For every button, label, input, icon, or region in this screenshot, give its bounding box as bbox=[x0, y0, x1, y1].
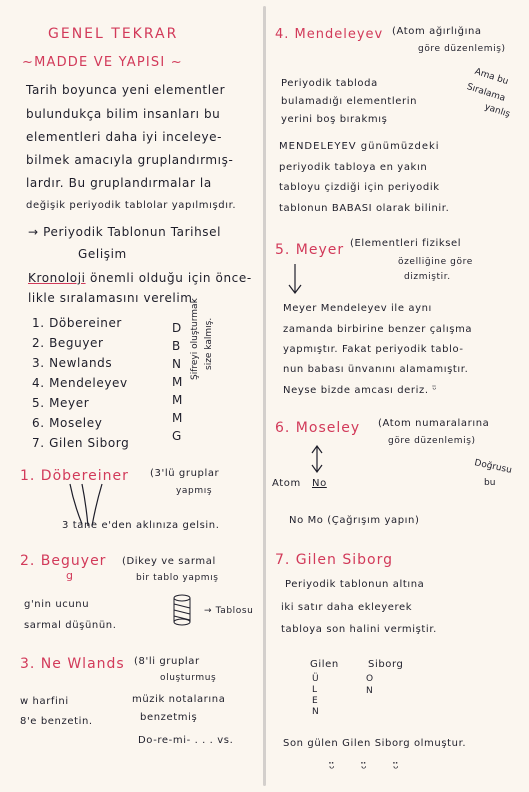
list-letter: M bbox=[172, 393, 183, 407]
intro-line: bulundukça bilim insanları bu bbox=[26, 107, 221, 121]
mendeleyev-note: göre düzenlemiş) bbox=[418, 44, 506, 54]
moseley-side-note: Doğrusu bbox=[473, 458, 513, 476]
intro-line: değişik periyodik tablolar yapılmışdır. bbox=[26, 200, 237, 211]
page-subtitle: ~MADDE VE YAPISI ~ bbox=[22, 55, 183, 70]
beguyer-note: bir tablo yapmış bbox=[136, 573, 219, 583]
list-item: 5. Meyer bbox=[32, 396, 90, 410]
moseley-atom: Atom bbox=[272, 478, 301, 489]
dobereiner-text: 3 tane e'den aklınıza gelsin. bbox=[62, 520, 220, 531]
beguyer-text: g'nin ucunu bbox=[24, 599, 90, 610]
mendeleyev-line: Periyodik tabloda bbox=[281, 78, 378, 89]
beguyer-g: g bbox=[66, 569, 73, 582]
mendeleyev-side-note: Ama bu bbox=[473, 66, 510, 88]
list-item: 2. Beguyer bbox=[32, 336, 104, 350]
smiley-icon: ᵕ̈ bbox=[361, 761, 367, 777]
dobereiner-note: yapmış bbox=[176, 486, 213, 496]
mendeleyev-side-note: yanlış bbox=[483, 102, 512, 120]
siborg-vertical-letter: Ü bbox=[312, 674, 319, 684]
side-note: Şifreyi oluşturmak bbox=[190, 298, 200, 380]
meyer-line: yapmıştır. Fakat periyodik tablo- bbox=[283, 344, 464, 355]
list-letter: D bbox=[172, 321, 182, 335]
side-note: size kalmış. bbox=[204, 317, 214, 370]
siborg-word: Gilen bbox=[310, 659, 339, 670]
list-letter: M bbox=[172, 375, 183, 389]
list-letter: B bbox=[172, 339, 181, 353]
siborg-vertical-letter: L bbox=[312, 685, 318, 695]
siborg-vertical-letter: N bbox=[312, 707, 319, 717]
mendeleyev-line: bulamadığı elementlerin bbox=[281, 96, 418, 107]
page-title: GENEL TEKRAR bbox=[48, 26, 179, 42]
history-heading: → Periyodik Tablonun Tarihsel bbox=[28, 225, 222, 239]
spiral-table-drawing bbox=[172, 594, 192, 626]
column-divider bbox=[263, 6, 266, 786]
list-letter: M bbox=[172, 411, 183, 425]
siborg-line: Periyodik tablonun altına bbox=[285, 579, 425, 590]
mendeleyev-note: (Atom ağırlığına bbox=[392, 26, 482, 37]
list-letter: N bbox=[172, 357, 182, 371]
newlands-note: oluşturmuş bbox=[160, 673, 217, 683]
mendeleyev-line: tablonun BABASI olarak bilinir. bbox=[279, 203, 450, 214]
mendeleyev-caps-line: MENDELEYEV günümüzdeki bbox=[279, 141, 440, 152]
newlands-text: 8'e benzetin. bbox=[20, 716, 93, 727]
moseley-side-note: bu bbox=[484, 478, 496, 488]
siborg-line: tabloya son halini vermiştir. bbox=[281, 624, 437, 635]
beguyer-note: (Dikey ve sarmal bbox=[122, 556, 216, 567]
meyer-note: (Elementleri fiziksel bbox=[350, 238, 462, 249]
beguyer-arrow-note: → Tablosu bbox=[204, 606, 254, 616]
newlands-music: Do-re-mi- . . . vs. bbox=[138, 735, 234, 746]
siborg-vertical-letter: E bbox=[312, 696, 318, 706]
newlands-text: w harfini bbox=[20, 696, 69, 707]
siborg-letter-o: O bbox=[366, 674, 374, 684]
meyer-line: Meyer Mendeleyev ile aynı bbox=[283, 303, 432, 314]
dobereiner-title: 1. Döbereiner bbox=[20, 468, 129, 484]
list-item: 3. Newlands bbox=[32, 356, 113, 370]
beguyer-text: sarmal düşünün. bbox=[24, 620, 117, 631]
intro-line: elementleri daha iyi inceleye- bbox=[26, 130, 223, 144]
newlands-music: benzetmiş bbox=[140, 712, 198, 723]
intro-line: Tarih boyunca yeni elementler bbox=[26, 83, 226, 97]
meyer-line: Neyse bizde amcası deriz. ᵕ̈ bbox=[283, 385, 438, 396]
mendeleyev-line: periyodik tabloya en yakın bbox=[279, 162, 428, 173]
siborg-title: 7. Gilen Siborg bbox=[275, 552, 393, 568]
newlands-music: müzik notalarına bbox=[132, 694, 226, 705]
list-item: 6. Moseley bbox=[32, 416, 103, 430]
kronoloji-rest: önemli olduğu için önce- bbox=[90, 271, 252, 285]
kronoloji-line bbox=[28, 272, 252, 286]
smiley-icon: ᵕ̈ bbox=[393, 761, 399, 777]
meyer-line: zamanda birbirine benzer çalışma bbox=[283, 324, 473, 335]
up-down-arrow-icon bbox=[310, 445, 324, 473]
moseley-title: 6. Moseley bbox=[275, 420, 361, 436]
kronoloji-line-2: likle sıralamasını verelim. bbox=[28, 291, 198, 305]
newlands-note: (8'li gruplar bbox=[134, 656, 200, 667]
history-heading-cont: Gelişim bbox=[78, 247, 127, 261]
list-letter: G bbox=[172, 429, 182, 443]
beguyer-title: 2. Beguyer bbox=[20, 553, 107, 569]
smiley-icon: ᵕ̈ bbox=[329, 761, 335, 777]
moseley-note: göre düzenlemiş) bbox=[388, 436, 476, 446]
moseley-nomo: No Mo (Çağrışım yapın) bbox=[289, 515, 420, 526]
siborg-line: iki satır daha ekleyerek bbox=[281, 602, 413, 613]
intro-line: lardır. Bu gruplandırmalar la bbox=[26, 176, 212, 190]
list-item: 1. Döbereiner bbox=[32, 316, 122, 330]
mendeleyev-line: yerini boş bırakmış bbox=[281, 114, 388, 125]
list-item: 7. Gilen Siborg bbox=[32, 436, 130, 450]
dobereiner-note: (3'lü gruplar bbox=[150, 468, 220, 479]
list-item: 4. Mendeleyev bbox=[32, 376, 128, 390]
siborg-final: Son gülen Gilen Siborg olmuştur. bbox=[283, 738, 467, 749]
mendeleyev-side-note: Sıralama bbox=[465, 82, 507, 104]
meyer-title: 5. Meyer bbox=[275, 242, 345, 258]
meyer-note: dizmiştir. bbox=[404, 272, 451, 282]
moseley-note: (Atom numaralarına bbox=[378, 418, 490, 429]
siborg-letter-n: N bbox=[366, 686, 373, 696]
intro-line: bilmek amacıyla gruplandırmış- bbox=[26, 153, 234, 167]
moseley-no: No bbox=[312, 478, 327, 489]
meyer-note: özelliğine göre bbox=[398, 257, 473, 267]
meyer-line: nun babası ünvanını alamamıştır. bbox=[283, 364, 469, 375]
kronoloji-word: Kronoloji bbox=[28, 271, 86, 285]
down-arrow-icon bbox=[288, 264, 302, 296]
mendeleyev-line: tabloyu çizdiği için periyodik bbox=[279, 182, 440, 193]
mendeleyev-title: 4. Mendeleyev bbox=[275, 27, 384, 42]
newlands-title: 3. Ne Wlands bbox=[20, 656, 125, 672]
siborg-word: Siborg bbox=[368, 659, 404, 670]
